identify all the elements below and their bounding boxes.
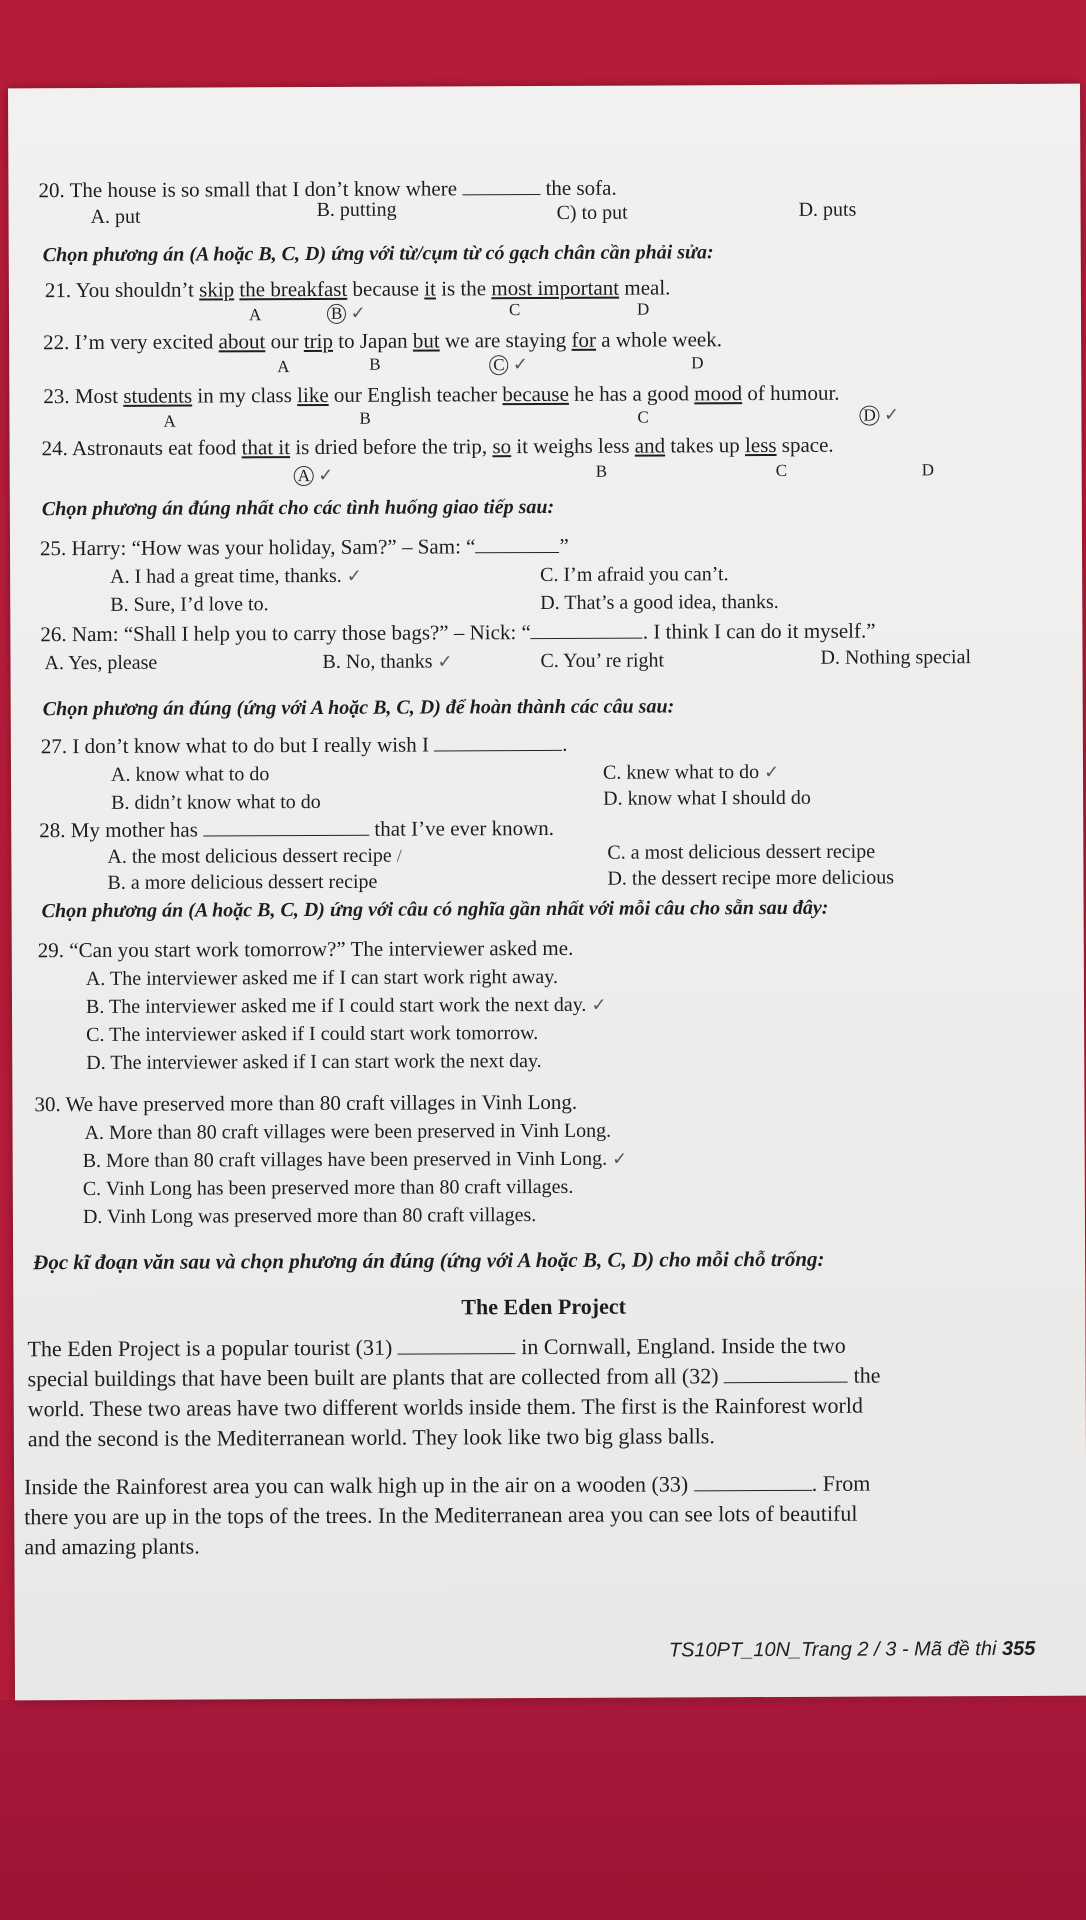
q26-stem: 26. Nam: “Shall I help you to carry those bags?” – Nick: “ . I think I can do it myself.” xyxy=(40,618,876,647)
section-heading-complete-sentences: Chọn phương án đúng (ứng với A hoặc B, C, D) để hoàn thành các câu sau: xyxy=(42,695,675,721)
section-heading-reading: Đọc kĩ đoạn văn sau và chọn phương án đúng (ứng với A hoặc B, C, D) cho mỗi chỗ trống: xyxy=(33,1246,825,1275)
q26-option-c: C. You’ re right xyxy=(540,649,665,673)
passage-line-1: The Eden Project is a popular tourist (31) in Cornwall, England. Inside the two xyxy=(27,1332,846,1362)
q25-option-a: A. I had a great time, thanks. ✓ xyxy=(110,564,362,588)
passage-line-5: Inside the Rainforest area you can walk high up in the air on a wooden (33) . From xyxy=(24,1470,871,1500)
page-footer: TS10PT_10N_Trang 2 / 3 - Mã đề thi 355 xyxy=(668,1637,1036,1662)
q27-option-a: A. know what to do xyxy=(110,763,270,786)
q27-option-b: B. didn’t know what to do xyxy=(111,790,321,814)
q29-option-b: B. The interviewer asked me if I could start work the next day. ✓ xyxy=(85,993,607,1019)
q28-option-a: A. the most delicious dessert recipe / xyxy=(107,844,402,868)
q20-option-a: A. put xyxy=(90,205,141,228)
q21-label-b: B ✓ xyxy=(327,303,366,324)
section-heading-error-correction: Chọn phương án (A hoặc B, C, D) ứng với từ/cụm từ có gạch chân cần phải sửa: xyxy=(42,241,714,267)
q30-option-b: B. More than 80 craft villages have been preserved in Vinh Long. ✓ xyxy=(82,1147,628,1173)
section-heading-closest-meaning: Chọn phương án (A hoặc B, C, D) ứng với câu có nghĩa gần nhất với mỗi câu cho sẵn sau đây: xyxy=(41,896,829,923)
q27-option-c: C. knew what to do ✓ xyxy=(602,761,780,784)
q20-stem: 20. The house is so small that I don’t know where the sofa. xyxy=(38,175,617,203)
q21-label-c: C xyxy=(508,300,521,320)
exam-sheet xyxy=(8,84,1086,1701)
q28-option-b: B. a more delicious dessert recipe xyxy=(107,870,378,894)
passage-line-3: world. These two areas have two different worlds inside them. The first is the Rainforest world xyxy=(27,1392,864,1422)
q24-label-a: A ✓ xyxy=(294,465,334,486)
q27-option-d: D. know what I should do xyxy=(603,786,811,810)
q29-option-d: D. The interviewer asked if I can start work the next day. xyxy=(86,1050,542,1075)
passage-line-7: and amazing plants. xyxy=(24,1533,200,1560)
q20-option-c: C) to put xyxy=(556,201,628,224)
q24-label-d: D xyxy=(921,460,935,480)
q22-label-d: D xyxy=(691,353,704,373)
passage-title: The Eden Project xyxy=(461,1293,626,1320)
q25-option-d: D. That’s a good idea, thanks. xyxy=(540,590,779,615)
passage-line-4: and the second is the Mediterranean world. They look like two big glass balls. xyxy=(27,1423,715,1452)
q22-label-a: A xyxy=(277,357,290,377)
q22-label-b: B xyxy=(369,354,381,374)
q25-stem: 25. Harry: “How was your holiday, Sam?” – Sam: “ ” xyxy=(39,533,569,561)
q27-stem: 27. I don’t know what to do but I really wish I . xyxy=(40,731,568,759)
q22-label-c: C ✓ xyxy=(489,354,528,375)
q29-stem: 29. “Can you start work tomorrow?” The interviewer asked me. xyxy=(37,935,574,963)
q29-option-a: A. The interviewer asked me if I can start work right away. xyxy=(85,965,558,991)
q28-stem: 28. My mother has that I’ve ever known. xyxy=(39,815,555,843)
q23-label-a: A xyxy=(163,411,176,431)
q24-label-c: C xyxy=(775,460,788,480)
q26-option-d: D. Nothing special xyxy=(820,646,972,669)
q23-label-c: C xyxy=(637,407,649,427)
q23-label-b: B xyxy=(359,408,371,428)
q30-stem: 30. We have preserved more than 80 craft villages in Vinh Long. xyxy=(34,1089,578,1117)
background-table xyxy=(0,1700,1086,1920)
q22-sentence: 22. I’m very excited about our trip to Japan but we are staying for a whole week. xyxy=(43,327,723,355)
q24-label-b: B xyxy=(595,461,608,481)
q21-sentence: 21. You shouldn’t skip the breakfast because it is the most important meal. xyxy=(44,275,671,303)
q28-option-d: D. the dessert recipe more delicious xyxy=(607,866,895,890)
q20-option-d: D. puts xyxy=(798,198,857,221)
q20-option-b: B. putting xyxy=(316,198,397,221)
q30-option-c: C. Vinh Long has been preserved more than 80 craft villages. xyxy=(82,1175,574,1201)
q23-sentence: 23. Most students in my class like our English teacher because he has a good mood of humour. xyxy=(43,380,840,409)
q21-label-d: D xyxy=(636,299,650,319)
q25-option-c: C. I’m afraid you can’t. xyxy=(540,563,729,587)
passage-line-6: there you are up in the tops of the trees. In the Mediterranean area you can see lots of beautiful xyxy=(24,1500,858,1530)
q30-option-a: A. More than 80 craft villages were been preserved in Vinh Long. xyxy=(84,1119,612,1145)
q26-option-a: A. Yes, please xyxy=(44,651,158,675)
q28-option-c: C. a most delicious dessert recipe xyxy=(607,840,876,864)
section-heading-communication: Chọn phương án đúng nhất cho các tình huống giao tiếp sau: xyxy=(41,495,555,521)
q24-sentence: 24. Astronauts eat food that it is dried before the trip, so it weighs less and takes up less space. xyxy=(41,432,834,461)
q29-option-c: C. The interviewer asked if I could start work tomorrow. xyxy=(86,1022,539,1047)
q21-label-a: A xyxy=(248,305,262,325)
q25-option-b: B. Sure, I’d love to. xyxy=(110,593,269,616)
q23-label-d: D ✓ xyxy=(859,404,899,425)
q30-option-d: D. Vinh Long was preserved more than 80 craft villages. xyxy=(82,1204,537,1229)
q26-option-b: B. No, thanks ✓ xyxy=(322,650,453,673)
passage-line-2: special buildings that have been built are plants that are collected from all (32) the xyxy=(27,1362,881,1392)
